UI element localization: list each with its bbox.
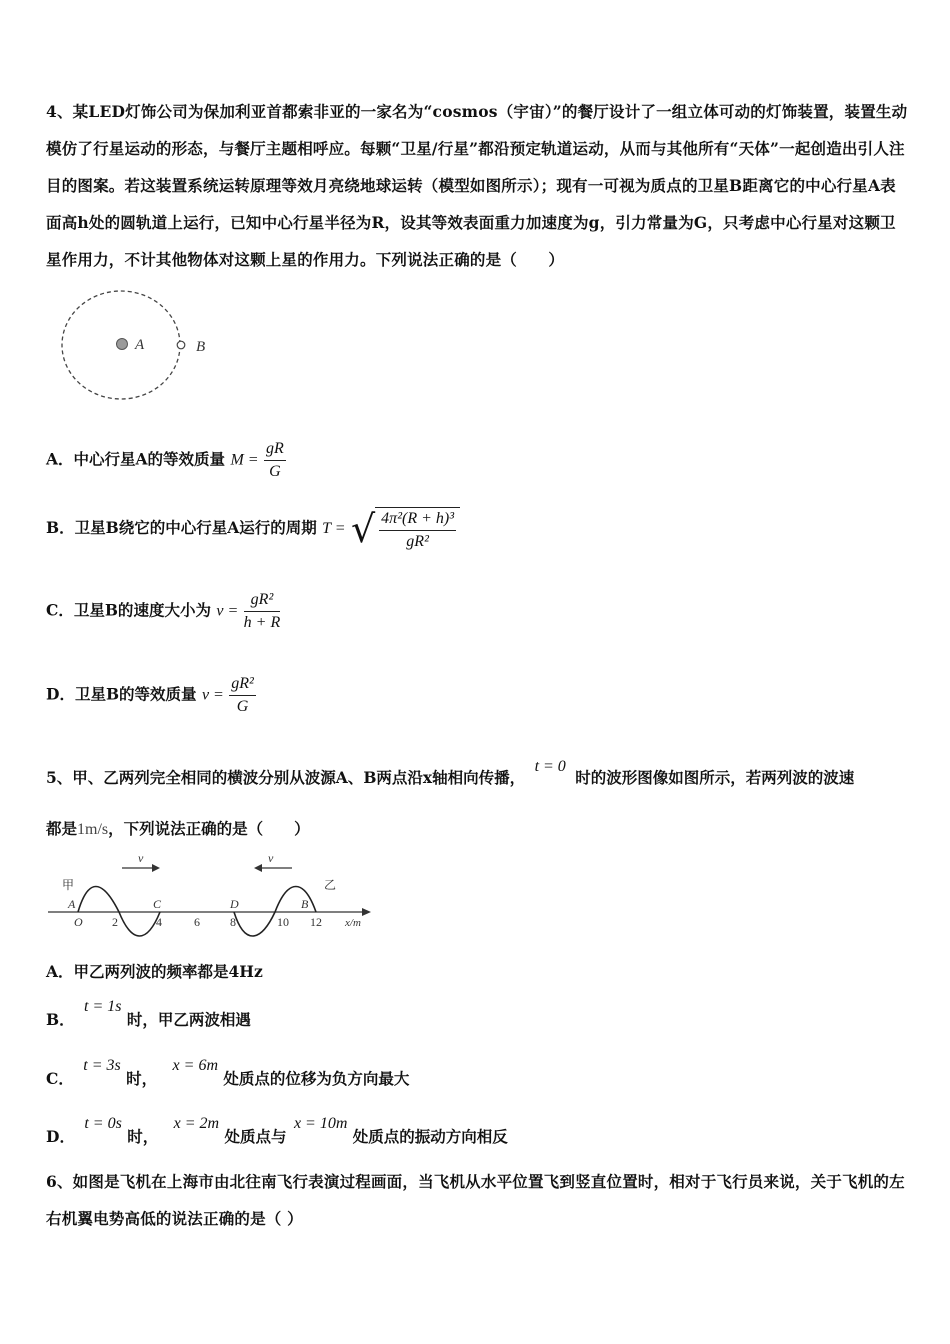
satellite-b xyxy=(177,341,185,349)
option-4b[interactable]: B．卫星B绕它的中心行星A运行的周期 T = √ $\frac{\text{4π²(R + h)³}}{\text{gR²}}$ xyxy=(46,507,460,551)
axis-arrow-icon xyxy=(362,908,371,916)
wave-diagram xyxy=(44,848,379,943)
fraction: $\frac{\text{4π²(R + h)³}}{\text{gR²}}$ xyxy=(375,507,460,551)
option-5c[interactable]: C． t = 3s 时， x = 6m 处质点的位移为负方向最大 xyxy=(46,1057,410,1088)
svg-text:v: v xyxy=(138,851,144,865)
fraction: $\frac{\text{gR²}}{h + R}$ xyxy=(243,591,281,631)
svg-text:O: O xyxy=(74,915,83,929)
arrow-left-icon xyxy=(254,864,262,872)
option-5a[interactable]: A．甲乙两列波的频率都是4Hz xyxy=(46,962,263,981)
svg-text:12: 12 xyxy=(310,915,322,929)
question-4-text: 4、某LED灯饰公司为保加利亚首都索非亚的一家名为“cosmos（宇宙）”的餐厅设计了一组立体可动的灯饰装置，装置生动模仿了行星运动的形态，与餐厅主题相呼应。每颗“卫星/行星”都沿预定轨道运动，从而与其他所有“天体”一起创造出引人注目的图案。若这装置系统运转原理等效月亮绕地球运转（模型如图所示）；现有一可视为质点的卫星B距离它的中心行星A表面高h处的圆轨道上运行，已知中心行星半径为R，设其等效表面重力加速度为g，引力常量为G，只考虑中心行星对这颗卫星作用力，不计其他物体对这颗上星的作用力。下列说法正确的是（ ） xyxy=(46,102,908,269)
planet-a-label: A xyxy=(135,337,145,353)
svg-text:8: 8 xyxy=(230,915,236,929)
satellite-b-label: B xyxy=(196,339,206,355)
arrow-right-icon xyxy=(152,864,160,872)
label-jia: 甲 xyxy=(62,878,75,892)
svg-text:D: D xyxy=(230,897,239,911)
fraction: $\frac{gR}{G}$ xyxy=(266,440,284,480)
option-4a[interactable]: A．中心行星A的等效质量 M = $\frac{gR}{G}$ xyxy=(46,440,284,480)
wave-jia xyxy=(78,887,160,937)
svg-text:C: C xyxy=(153,897,162,911)
sqrt-sign: √ xyxy=(350,507,376,551)
orbit-diagram xyxy=(55,287,230,407)
svg-text:v: v xyxy=(268,851,274,865)
question-5-line2: 都是1m/s，下列说法正确的是（ ） xyxy=(46,819,310,838)
question-5-line1: 5、甲、乙两列完全相同的横波分别从波源A、B两点沿x轴相向传播， t = 0 时的波形图像如图所示，若两列波的波速 xyxy=(46,758,855,787)
question-6-text: 6、如图是飞机在上海市由北往南飞行表演过程画面，当飞机从水平位置飞到竖直位置时，相对于飞行员来说，关于飞机的左右机翼电势高低的说法正确的是（ ） xyxy=(46,1172,905,1228)
label-yi: 乙 xyxy=(324,878,337,892)
svg-text:B: B xyxy=(301,897,309,911)
svg-text:x/m: x/m xyxy=(345,917,361,929)
svg-text:6: 6 xyxy=(194,915,200,929)
svg-text:A: A xyxy=(68,897,76,911)
wave-yi xyxy=(234,887,316,937)
option-4c[interactable]: C．卫星B的速度大小为 v = $\frac{\text{gR²}}{h + R}$ xyxy=(46,591,281,631)
svg-text:10: 10 xyxy=(277,915,289,929)
option-5d[interactable]: D． t = 0s 时， x = 2m 处质点与 x = 10m 处质点的振动方向相反 xyxy=(46,1115,508,1146)
svg-text:4: 4 xyxy=(156,915,162,929)
fraction: $\frac{\text{gR²}}{G}$ xyxy=(231,675,254,715)
svg-text:2: 2 xyxy=(112,915,118,929)
planet-a xyxy=(117,339,128,350)
option-5b[interactable]: B． t = 1s 时，甲乙两波相遇 xyxy=(46,998,251,1029)
option-4d[interactable]: D．卫星B的等效质量 v = $\frac{\text{gR²}}{G}$ xyxy=(46,675,254,715)
